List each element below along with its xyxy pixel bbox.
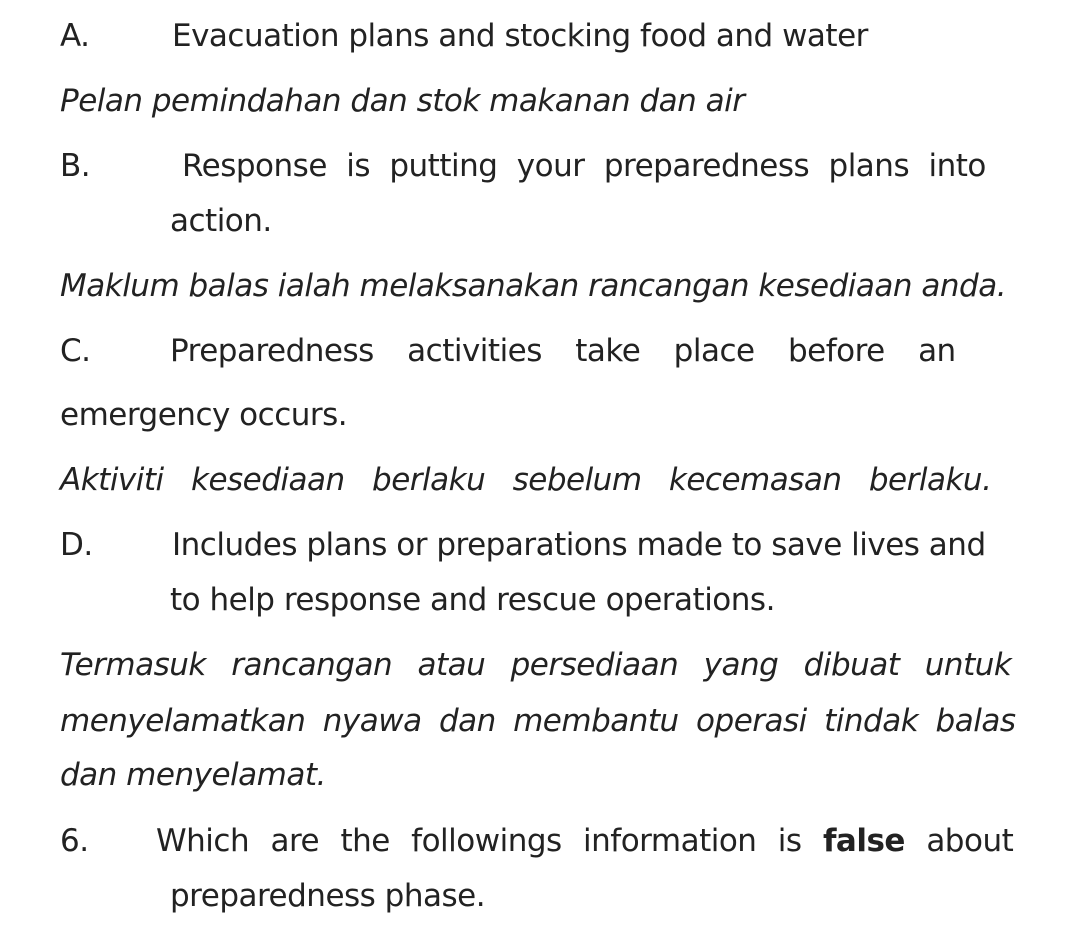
question-number: 6. (60, 823, 89, 859)
question-bold: false (822, 823, 905, 859)
option-b-text-cont: action. (170, 203, 272, 239)
option-c-letter: C. (60, 333, 91, 369)
option-d-text: Includes plans or preparations made to save lives and (172, 527, 986, 563)
option-b-text: Response is putting your preparedness plans into (182, 148, 986, 184)
option-d-text-cont: to help response and rescue operations. (170, 582, 775, 618)
question-pre: Which are the followings information is (156, 823, 802, 859)
option-d-malay-2: menyelamatkan nyawa dan membantu operasi tindak balas (60, 703, 1016, 739)
option-d-malay-3: dan menyelamat. (60, 757, 326, 793)
option-c-text: Preparedness activities take place before an (170, 333, 956, 369)
option-a-text: Evacuation plans and stocking food and water (172, 18, 868, 54)
option-c-text-cont: emergency occurs. (60, 397, 348, 433)
option-a-malay: Pelan pemindahan dan stok makanan dan air (60, 83, 745, 119)
option-c-malay: Aktiviti kesediaan berlaku sebelum kecemasan berlaku. (60, 462, 992, 498)
question-post: about (926, 823, 1014, 859)
option-d-letter: D. (60, 527, 93, 563)
option-b-letter: B. (60, 148, 91, 184)
question-text-cont: preparedness phase. (170, 878, 486, 914)
option-b-malay: Maklum balas ialah melaksanakan rancangan kesediaan anda. (60, 268, 1007, 304)
option-a-letter: A. (60, 18, 90, 54)
option-d-malay-1: Termasuk rancangan atau persediaan yang dibuat untuk (60, 647, 1012, 683)
question-text (156, 823, 1013, 859)
